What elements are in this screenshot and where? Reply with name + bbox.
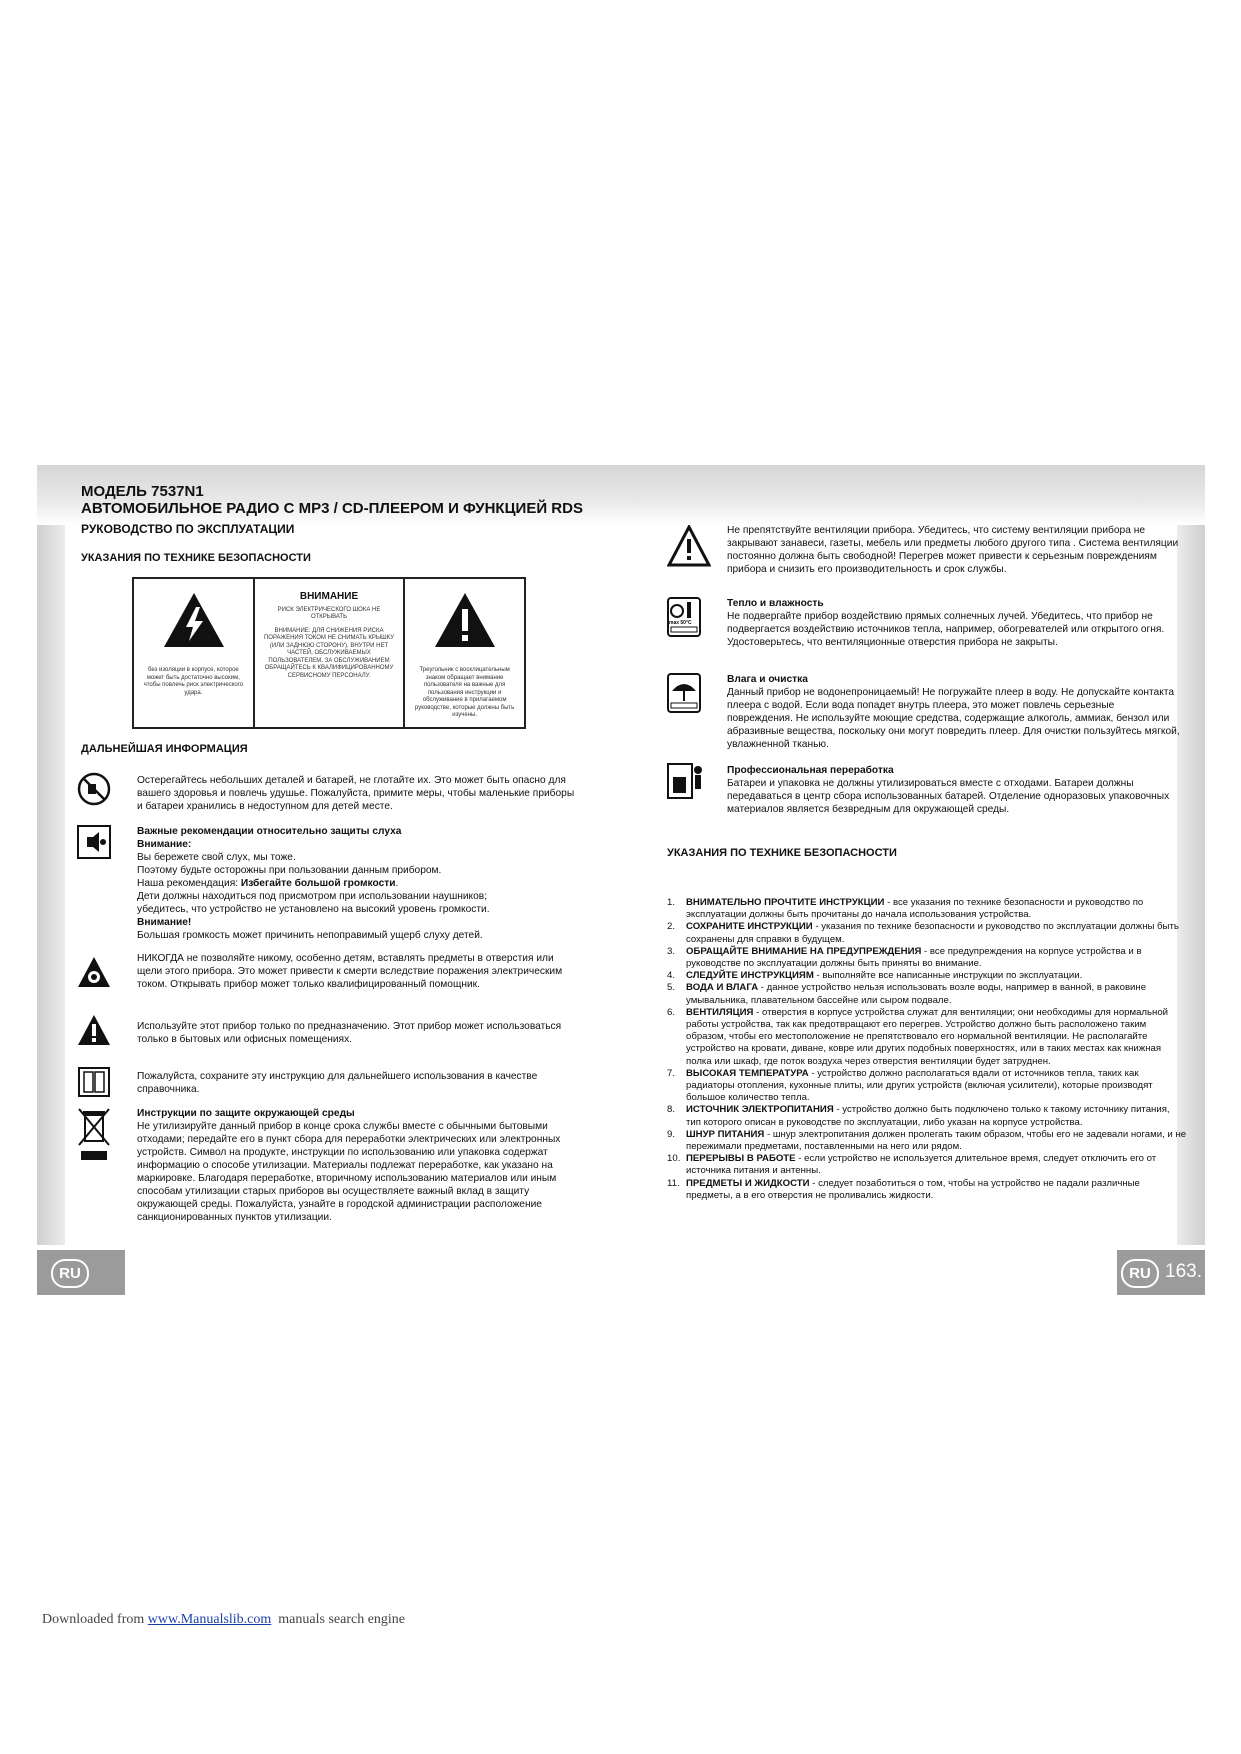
instruction-number: 5. [667, 982, 676, 994]
moisture-block [727, 673, 1182, 751]
hearing-icon [77, 825, 111, 859]
download-prefix: Downloaded from [42, 1612, 148, 1627]
keep-manual-text: Пожалуйста, сохраните эту инструкцию для дальнейшего использования в качестве справочника. [137, 1071, 538, 1095]
document-title [81, 483, 583, 517]
instruction-number: 9. [667, 1128, 676, 1140]
recycling-title: Профессиональная переработка [727, 765, 894, 776]
instruction-text: - следует позаботиться о том, чтобы на устройство не падали различные предметы, а в его отверстия не проливались жидкости. [686, 1177, 1140, 1201]
instruction-title: ШНУР ПИТАНИЯ [686, 1128, 765, 1140]
warning-center-text2: ВНИМАНИЕ: ДЛЯ СНИЖЕНИЯ РИСКА ПОРАЖЕНИЯ ТОКОМ НЕ СНИМАТЬ КРЫШКУ (ИЛИ ЗАДНЮЮ СТОРОНУ). ВНУТРИ НЕТ ЧАСТЕЙ, ОБСЛУЖИВАЕМЫХ ПОЛЬЗОВАТЕЛЕМ. ЗА ОБСЛУЖИВАНИЕМ ОБРАЩАЙТЕСЬ К КВАЛИФИЦИРОВАННОМУ СЕРВИСНОМУ ПЕРСОНАЛУ. [263, 627, 395, 679]
instruction-number: 3. [667, 945, 676, 957]
hearing-title: Важные рекомендации относительно защиты слуха [137, 826, 402, 837]
recycling-block [727, 764, 1182, 816]
instruction-item [667, 970, 1187, 982]
warning-left-text: без изоляции в корпусе, которое может быть достаточно высоким, чтобы повлечь риск электрического удара. [143, 667, 244, 696]
instruction-text: - все указания по технике безопасности и руководство по эксплуатации должны быть прочитаны до начала использования устройства. [686, 897, 1144, 921]
instruction-item [667, 1153, 1187, 1177]
instruction-item [667, 921, 1187, 945]
warning-center-text1: РИСК ЭЛЕКТРИЧЕСКОГО ШОКА НЕ ОТКРЫВАТЬ [277, 606, 381, 620]
instruction-text: - отверстия в корпусе устройства служат для вентиляции; они необходимы для нормальной работы устройства, так как предотвращают его перегрев. Устройство должно быть расположено таким образом, чтобы его местоположение не препятствовало его нормальной вентиляции. Не располагайте устройство на кровати, диване, ковре или других подобных поверхностях, или в таких местах как книжная полка или шкаф, где поток воздуха через отверстия вентиляции будет затруднен. [686, 1006, 1169, 1067]
exclamation-triangle-icon [433, 591, 497, 649]
instruction-text: - указания по технике безопасности и руководство по эксплуатации должны быть сохранены для справки в будущем. [686, 921, 1179, 945]
warning-cell-shock [134, 579, 255, 727]
instruction-title: ВОДА И ВЛАГА [686, 982, 759, 994]
environment-title: Инструкции по защите окружающей среды [137, 1108, 355, 1119]
instruction-item [667, 946, 1187, 970]
warning-cell-center [255, 579, 405, 727]
heat-text: Не подвергайте прибор воздействию прямых солнечных лучей. Убедитесь, что прибор не подвергается воздействию источников тепла, например, обогревателей или открытого огня. Удостоверьтесь, что вентиляционные отверстия прибора не закрыты. [727, 611, 1165, 648]
hearing-line5: убедитесь, что устройство не установлено на высокий уровень громкости. [137, 904, 490, 915]
hearing-line1: Вы бережете свой слух, мы тоже. [137, 852, 296, 863]
electric-hazard-icon [77, 955, 111, 989]
environment-block [137, 1107, 577, 1224]
safety-heading-right: УКАЗАНИЯ ПО ТЕХНИКЕ БЕЗОПАСНОСТИ [667, 847, 897, 859]
instruction-text: - устройство должно быть подключено только к такому источнику питания, тип которого описан в руководстве по эксплуатации, либо указан на корпусе устройства. [686, 1104, 1170, 1128]
heat-block [727, 597, 1182, 649]
moisture-title: Влага и очистка [727, 674, 808, 685]
instruction-title: ПРЕДМЕТЫ И ЖИДКОСТИ [686, 1177, 810, 1189]
language-badge-right: RU [1121, 1259, 1159, 1288]
hearing-line2: Поэтому будьте осторожны при пользовании данным прибором. [137, 865, 442, 876]
instruction-item [667, 982, 1187, 1006]
intended-use-text: Используйте этот прибор только по предназначению. Этот прибор может использоваться только в бытовых или офисных помещениях. [137, 1021, 562, 1045]
manual-spread [37, 465, 1205, 1295]
instruction-title: СОХРАНИТЕ ИНСТРУКЦИИ [686, 921, 813, 933]
instruction-number: 7. [667, 1067, 676, 1079]
small-parts-icon [77, 772, 111, 806]
moisture-text: Данный прибор не водонепроницаемый! Не погружайте плеер в воду. Не допускайте контакта плеера с водой. Если вода попадет внутрь плеера, это может повлечь серьезные повреждения. Не используйте моющие средства, содержащие алкоголь, аммиак, бензол или абразивные вещества, поскольку они могут повредить плеер. Для очистки пользуйтесь мягкой, увлажненной тканью. [727, 687, 1180, 750]
weee-bin-icon [77, 1107, 111, 1163]
model-title: МОДЕЛЬ 7537N1 [81, 483, 204, 500]
instruction-text: - если устройство не используется длительное время, следует отключить его от источника питания и антенны. [686, 1153, 1157, 1177]
moisture-icon [667, 673, 701, 713]
instruction-number: 2. [667, 921, 676, 933]
instruction-title: ВЫСОКАЯ ТЕМПЕРАТУРА [686, 1067, 809, 1079]
ventilation-text: Не препятствуйте вентиляции прибора. Убедитесь, что систему вентиляции прибора не закрывают занавеси, газеты, мебель или предметы любого другого типа . Система вентиляции постоянно должна быть свободной! Перегрев может привести к серьезным повреждениям прибора и снизить его производительность и срок службы. [727, 525, 1179, 575]
hearing-recommendation: Избегайте большой громкости [240, 878, 396, 889]
instruction-number: 8. [667, 1104, 676, 1116]
recycling-text: Батареи и упаковка не должны утилизироваться вместе с отходами. Батареи должны передаваться в центр сбора использованных батарей. Отделение одноразовых упаковочных материалов является безвредным для окружающей среды. [727, 778, 1170, 815]
warning-table [132, 577, 526, 729]
instruction-text: - шнур электропитания должен пролегать таким образом, чтобы его не задевали ногами, и не пережимали предметами, поставленными на него или рядом. [686, 1128, 1187, 1153]
instruction-number: 4. [667, 970, 676, 982]
instruction-item [667, 1007, 1187, 1068]
manual-subtitle: РУКОВОДСТВО ПО ЭКСПЛУАТАЦИИ [81, 522, 295, 536]
instruction-number: 11. [667, 1177, 680, 1189]
footer-tab-left [37, 1250, 125, 1295]
hearing-line4: Дети должны находиться под присмотром при использовании наушников; [137, 891, 488, 902]
instruction-item [667, 1129, 1187, 1153]
instruction-item [667, 897, 1187, 921]
instruction-title: ВНИМАТЕЛЬНО ПРОЧТИТЕ ИНСТРУКЦИИ [686, 897, 885, 908]
instruction-text: - все предупреждения на корпусе устройства и в руководстве по эксплуатации должны быть приняты во внимание. [686, 945, 1142, 970]
product-title: АВТОМОБИЛЬНОЕ РАДИО С MP3 / CD-ПЛЕЕРОМ И ФУНКЦИЕЙ RDS [81, 500, 583, 517]
instruction-text: - устройство должно располагаться вдали от источников тепла, таких как радиаторы отопления, кухонные плиты, или других устройств (включая усилители), которые производят большое количество тепла. [686, 1067, 1153, 1104]
heat-icon-label: max 50°C [669, 620, 692, 626]
manualslib-link[interactable]: www.Manualslib.com [147, 1612, 272, 1627]
environment-text: Не утилизируйте данный прибор в конце срока службы вместе с обычными бытовыми отходами; передайте его в пункт сбора для переработки электрических или электронных устройств. Символ на продукте, инструкции по использованию или упаковка содержат информацию о способе утилизации. Материалы подлежат переработке, как указано на маркировке. Благодаря переработке, вторичному использованию материалов или иным способам утилизации старых приборов вы осуществляете важный вклад в защиту окружающей среды. Пожалуйста, узнайте в городской администрации расположение санкционированных пунктов утилизации. [137, 1121, 561, 1223]
small-parts-text: Остерегайтесь небольших деталей и батарей, не глотайте их. Это может быть опасно для вашего здоровья и повлечь удушье. Пожалуйста, примите меры, чтобы маленькие приборы и батареи хранились в недоступном для детей месте. [137, 775, 575, 812]
page-number: 163. [1165, 1261, 1202, 1282]
manual-book-icon [77, 1065, 111, 1099]
download-suffix: manuals search engine [271, 1612, 406, 1627]
ventilation-warning-icon [667, 525, 711, 567]
instruction-title: ОБРАЩАЙТЕ ВНИМАНИЕ НА ПРЕДУПРЕЖДЕНИЯ [686, 945, 922, 957]
hearing-attention: Внимание: [137, 839, 192, 850]
hearing-line6: Большая громкость может причинить непоправимый ущерб слуху детей. [137, 930, 483, 941]
instruction-title: СЛЕДУЙТЕ ИНСТРУКЦИЯМ [686, 970, 814, 982]
instruction-number: 6. [667, 1006, 676, 1018]
instruction-item [667, 1178, 1187, 1202]
instruction-title: ИСТОЧНИК ЭЛЕКТРОПИТАНИЯ [686, 1104, 834, 1116]
instruction-item [667, 1068, 1187, 1105]
safety-heading-left: УКАЗАНИЯ ПО ТЕХНИКЕ БЕЗОПАСНОСТИ [81, 552, 311, 564]
heat-title: Тепло и влажность [727, 598, 824, 609]
hearing-block [137, 825, 577, 942]
further-info-heading: ДАЛЬНЕЙШАЯ ИНФОРМАЦИЯ [81, 743, 248, 755]
instruction-text: - данное устройство нельзя использовать возле воды, например в ванной, в раковине умывальника, плавательном бассейне или сыром подвале. [686, 982, 1147, 1006]
warning-heading: ВНИМАНИЕ [299, 591, 359, 602]
lightning-triangle-icon [162, 591, 226, 649]
download-footer [42, 1612, 405, 1628]
left-edge-band [37, 525, 65, 1245]
never-insert-text: НИКОГДА не позволяйте никому, особенно детям, вставлять предметы в отверстия или щели этого прибора. Это может привести к смерти вследствие поражения электрическим током. Открывать прибор может только квалифицированный помощник. [137, 953, 563, 990]
instruction-number: 10. [667, 1153, 681, 1165]
warning-right-text: Треугольник с восклицательным знаком обращает внимание пользователя на важные для пользования инструкции и обслуживание в прилагаемом руководстве, которые должны быть изучены. [414, 667, 515, 718]
instruction-number: 1. [667, 897, 676, 908]
safety-instructions-list [667, 897, 1187, 1202]
instruction-title: ПЕРЕРЫВЫ В РАБОТЕ [686, 1153, 796, 1165]
instruction-text: - выполняйте все написанные инструкции по эксплуатации. [813, 970, 1083, 982]
instruction-item [667, 1104, 1187, 1128]
thermometer-icon [667, 597, 701, 637]
recycling-icon [667, 763, 705, 799]
hearing-attention2: Внимание! [137, 917, 192, 928]
hearing-line3: Наша рекомендация: Избегайте большой громкости. [137, 878, 399, 889]
warning-cell-exclamation [405, 579, 524, 727]
footer-tab-right [1117, 1250, 1205, 1295]
caution-triangle-icon [77, 1013, 111, 1047]
language-badge-left: RU [51, 1259, 89, 1288]
instruction-title: ВЕНТИЛЯЦИЯ [686, 1006, 754, 1018]
